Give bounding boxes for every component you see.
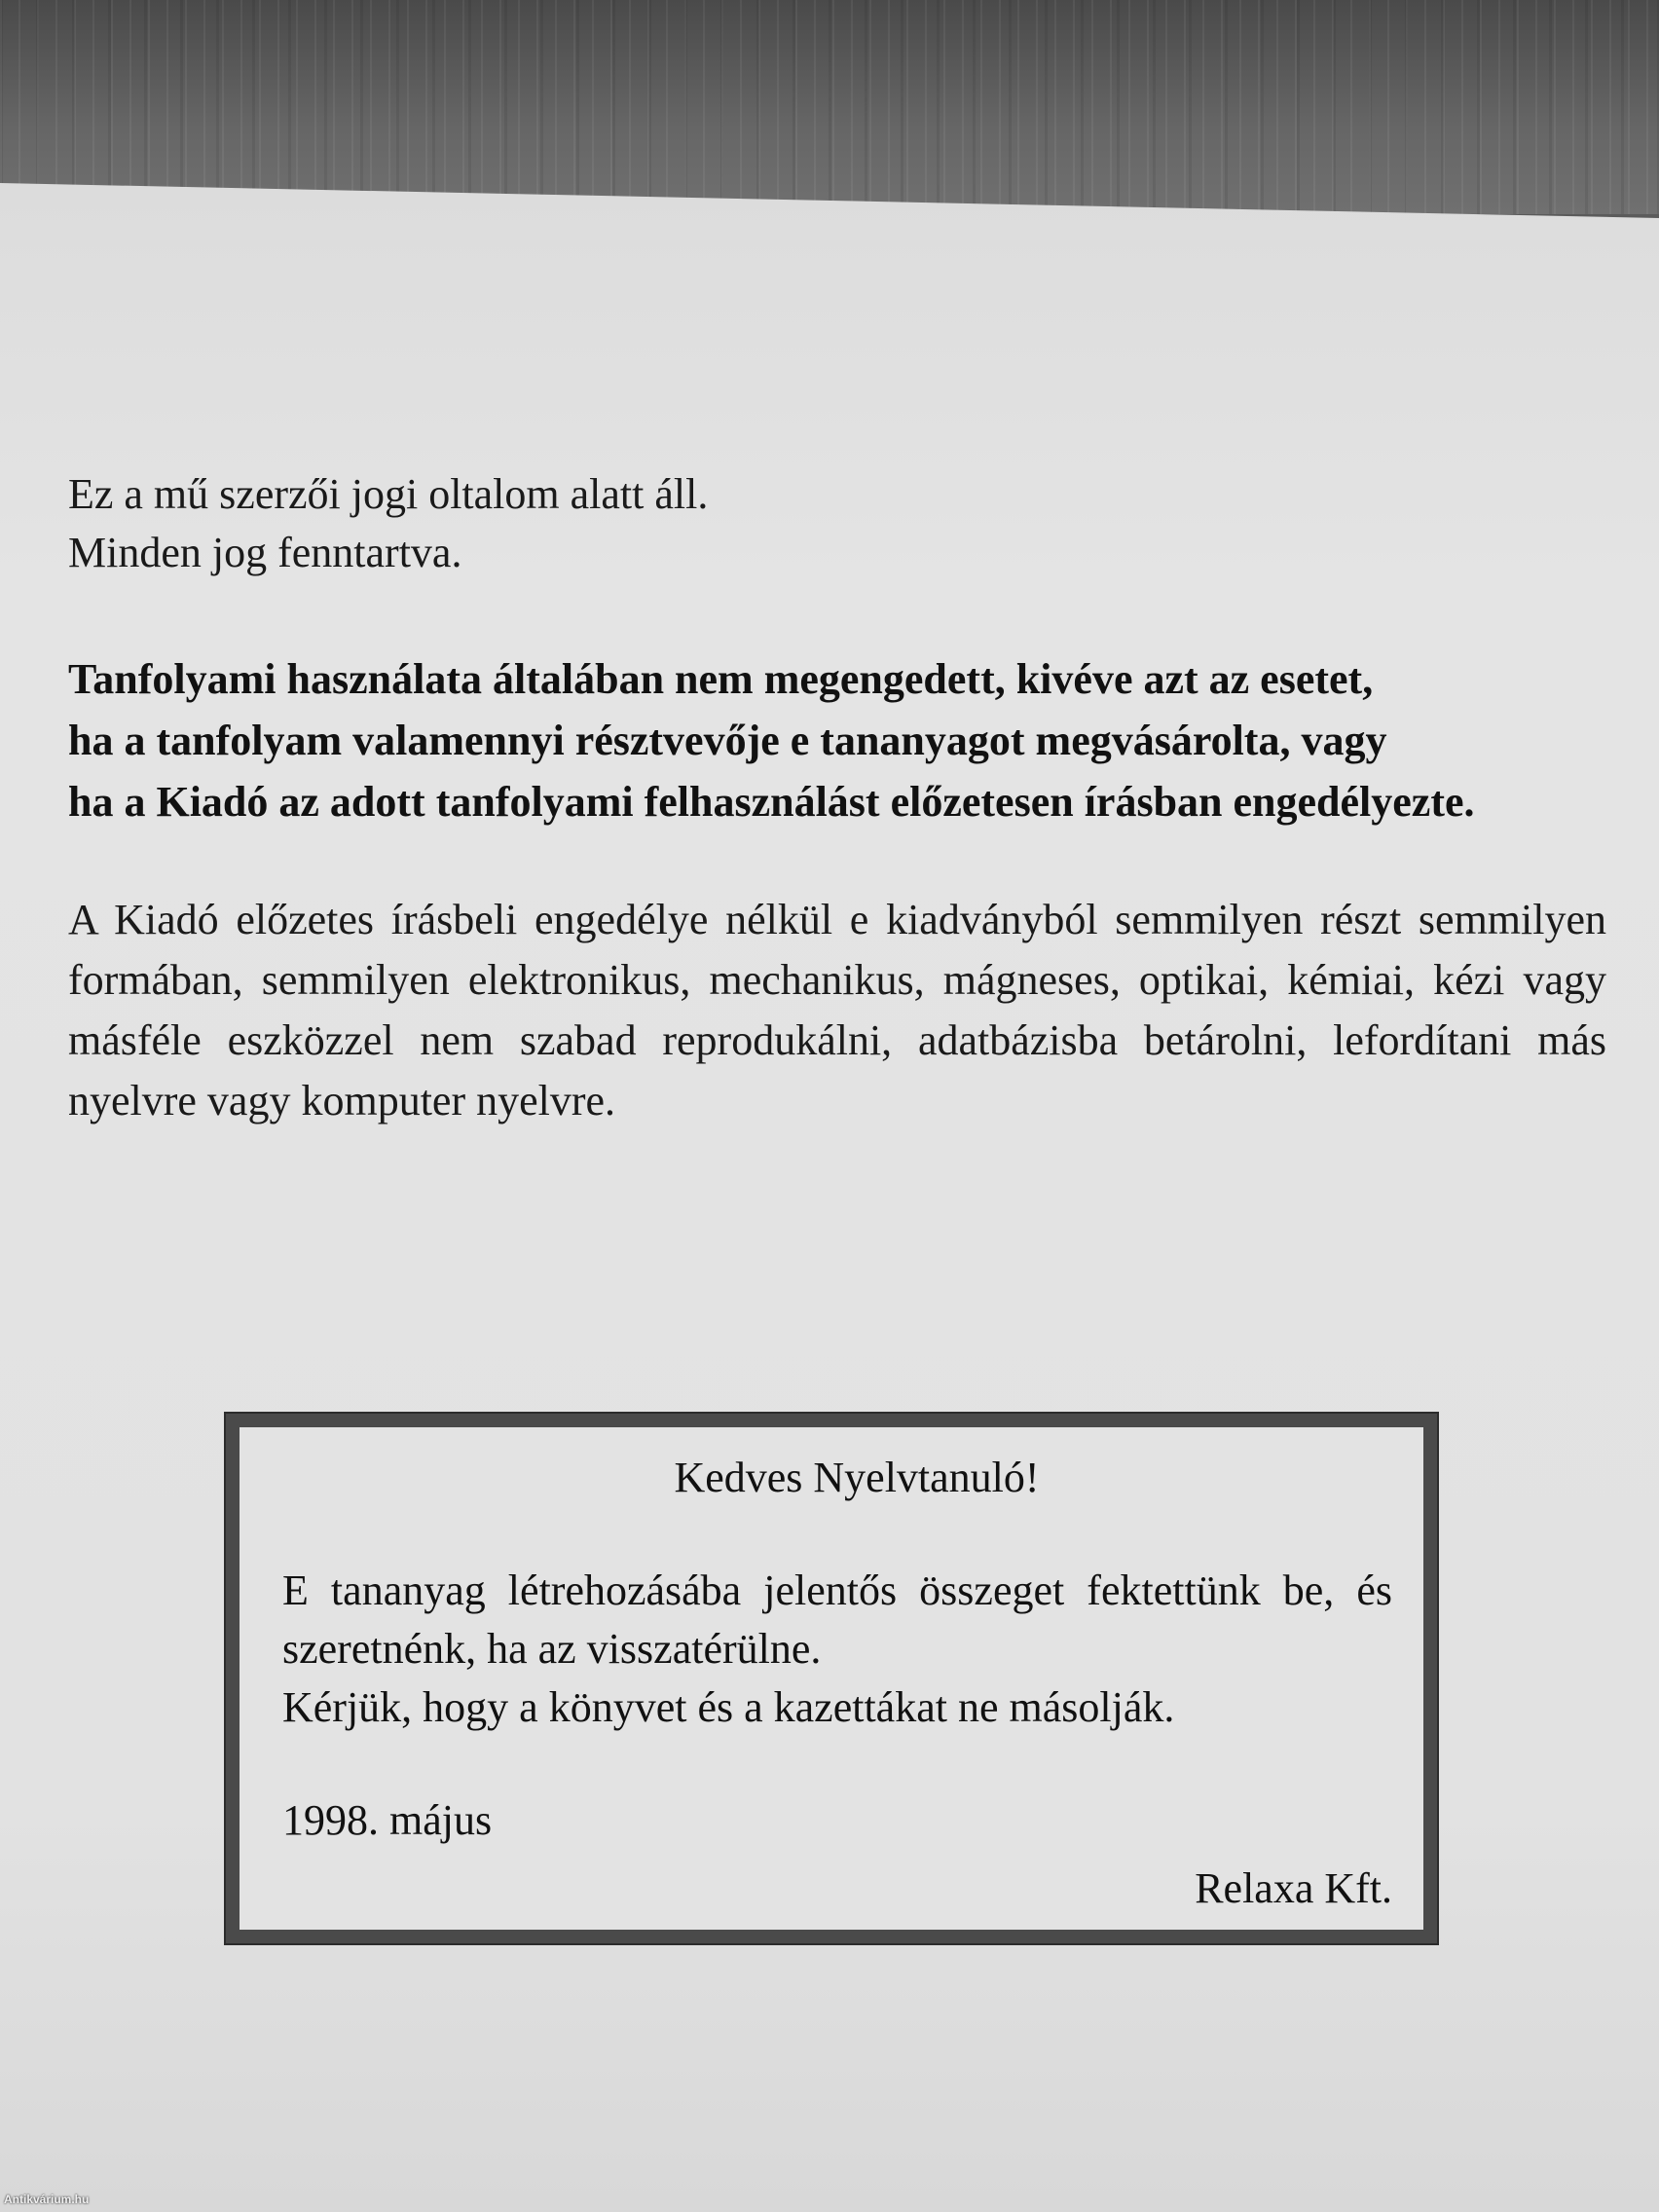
copyright-statement: [68, 465, 1587, 582]
copyright-line: Ez a mű szerzői jogi oltalom alatt áll.: [68, 470, 709, 518]
desk-background: [0, 0, 1659, 214]
watermark-logo: Antikvárium.hu: [4, 2193, 90, 2206]
letter-title: Kedves Nyelvtanuló!: [674, 1454, 1040, 1501]
letter-box: [226, 1414, 1437, 1943]
letter-body-line: Kérjük, hogy a könyvet és a kazettákat ne másolják.: [282, 1683, 1175, 1731]
course-notice-line: ha a Kiadó az adott tanfolyami felhasználást előzetesen írásban engedélyezte.: [68, 778, 1475, 826]
letter-body: [282, 1562, 1392, 1737]
letter-date: 1998. május: [282, 1796, 493, 1844]
letter-body-line: E tananyag létrehozásába jelentős összeget fektettünk be, és szeretnénk, ha az visszatérülne.: [282, 1567, 1392, 1673]
letter-box-content: [282, 1449, 1392, 1918]
letter-signature: Relaxa Kft.: [1195, 1864, 1392, 1912]
reproduction-notice: [68, 890, 1606, 1131]
copyright-line: Minden jog fenntartva.: [68, 529, 462, 576]
course-notice-line: ha a tanfolyam valamennyi résztvevője e tananyagot megvásárolta, vagy: [68, 717, 1387, 764]
course-notice-line: Tanfolyami használata általában nem megengedett, kivéve azt az esetet,: [68, 655, 1374, 703]
course-usage-notice: [68, 648, 1567, 832]
reproduction-notice-text: A Kiadó előzetes írásbeli engedélye nélkül e kiadványból semmilyen részt semmilyen formában, semmilyen elektronikus, mechanikus, mágneses, optikai, kémiai, kézi vagy másféle eszközzel nem szabad reprodukálni, adatbázisba betárolni, lefordítani más nyelvre vagy komputer nyelvre.: [68, 896, 1606, 1124]
